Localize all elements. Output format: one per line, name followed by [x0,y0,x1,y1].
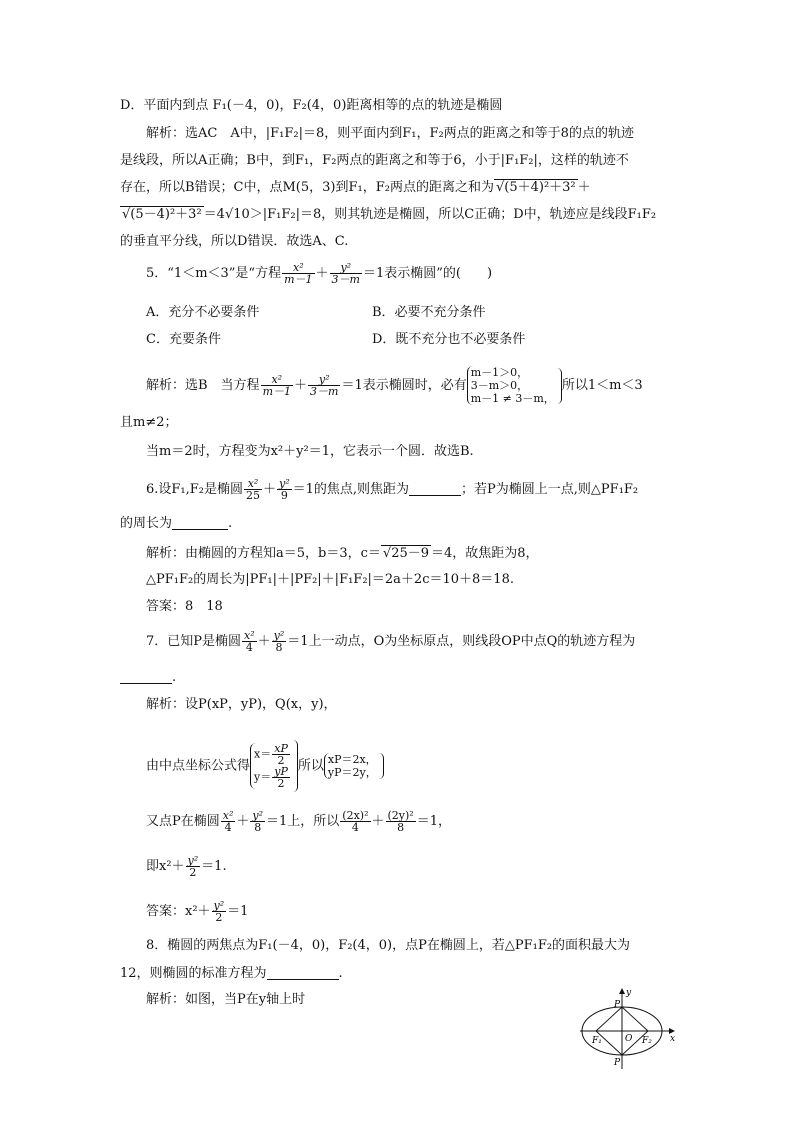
q4-solution-line-2: 是线段，所以A正确；B中，到F₁，F₂两点的距离之和等于6，小于|F₁F₂|，这样的轨迹不 [120,153,629,168]
q8-stem-line-1: 8．椭圆的两焦点为F₁(－4，0)，F₂(4，0)，点P在椭圆上，若△PF₁F₂的面积最大为 [146,938,631,953]
q4-solution-line-4: √(5－4)²＋3² ＝4√10＞|F₁F₂|＝8，则其轨迹是椭圆，所以C正确；D中，轨迹应是线段F₁F₂ [122,207,657,222]
q5-option-b: B．必要不充分条件 [372,305,486,320]
q7-answer: 答案：x²＋ $\frac{\text{y²}}{2}$ ＝1 [146,899,249,924]
q6-stem-line-2: 的周长为 . [120,516,233,531]
q7-solution-line-1: 解析：设P(xP，yP)，Q(x，y)， [146,697,337,712]
q6-solution-line-1: 解析：由椭圆的方程知a＝5，b＝3，c＝ √25－9 ＝4，故焦距为8， [146,546,539,561]
q5-option-a: A．充分不必要条件 [146,305,260,320]
q5-option-c: C．充要条件 [146,332,221,347]
q7-stem-line-2: . [120,668,680,688]
label-f1: F₁ [592,1036,602,1046]
equation-system: x＝ $\frac{xP}{2}$ y＝ $\frac{yP}{2}$ [250,743,291,789]
q6-solution-line-2: △PF₁F₂的周长为|PF₁|＋|PF₂|＋|F₁F₂|＝2a＋2c＝10＋8＝18. [146,572,514,587]
q5-option-d: D．既不充分也不必要条件 [372,332,526,347]
answer-blank[interactable] [120,669,172,684]
q5-solution-line-1: 解析：选B 当方程 $\frac{\text{x²}}{m-1}$ ＋ $\frac{\text{y²}}{3-m}$ ＝1表示椭圆时，必有 m－1＞0， 3－m＞0， m－1 ≠ 3－m， 所以1＜m＜3 [146,366,643,405]
q5-solution-line-2: 且m≠2； [120,415,178,430]
q6-answer: 答案：8 18 [146,599,223,614]
label-f2: F₂ [642,1036,652,1046]
answer-blank[interactable] [172,515,228,530]
label-p-bottom: P [614,1058,621,1068]
q7-solution-line-3: 又点P在椭圆 $\frac{\text{x²}}{4}$ ＋ $\frac{\text{y²}}{8}$ ＝1上，所以 $\frac{\text{(2x)²}}{4}$ ＋ $\frac{\text{(2y)²}}{8}$ ＝1， [146,809,452,834]
answer-blank[interactable] [409,481,461,496]
equation-system: m－1＞0， 3－m＞0， m－1 ≠ 3－m， [467,366,555,405]
q5-solution-line-3: 当m＝2时，方程变为x²＋y²＝1，它表示一个圆．故选B. [146,444,474,459]
q6-stem-line-1: 6.设F₁,F₂是椭圆 $\frac{\text{x²}}{25}$ ＋ $\frac{\text{y²}}{9}$ ＝1的焦点,则焦距为 ；若P为椭圆上一点,则△PF₁F₂ [146,477,639,502]
q8-solution-line-1: 解析：如图，当P在y轴上时 [146,992,306,1007]
answer-blank[interactable] [267,965,339,980]
q4-solution-line-3: 存在，所以B错误；C中，点M(5，3)到F₁，F₂两点的距离之和为 √(5＋4)²＋3² ＋ [120,180,591,195]
ellipse-figure [580,985,680,1071]
fraction: $\frac{\text{y²}}{3-m}$ [331,261,360,286]
fraction: $\frac{\text{x²}}{m-1}$ [284,261,313,286]
q5-stem: 5．“1＜m＜3”是“方程 $\frac{\text{x²}}{m-1}$ ＋ $\frac{\text{y²}}{3-m}$ ＝1表示椭圆”的( ) [146,261,493,286]
q4-solution-line-1: 解析：选AC A中，|F₁F₂|＝8，则平面内到F₁，F₂两点的距离之和等于8的点的轨迹 [146,126,634,141]
label-x: x [670,1034,676,1044]
q7-solution-line-4: 即x²＋ $\frac{\text{y²}}{2}$ ＝1. [146,854,227,879]
option-d: D．平面内到点 F₁(－4，0)，F₂(4，0)距离相等的点的轨迹是椭圆 [120,98,503,113]
label-origin: O [625,1034,633,1044]
label-y: y [626,988,632,998]
q8-stem-line-2: 12，则椭圆的标准方程为 . [120,966,343,981]
q7-solution-line-2: 由中点坐标公式得 x＝ $\frac{xP}{2}$ y＝ $\frac{yP}{2}$ 所以 xP＝2x， yP＝2y， [146,740,706,792]
equation-system: xP＝2x， yP＝2y， [324,753,377,779]
label-p-top: P [614,1000,621,1010]
q7-stem-line-1: 7．已知P是椭圆 $\frac{\text{x²}}{4}$ ＋ $\frac{\text{y²}}{8}$ ＝1上一动点，O为坐标原点，则线段OP中点Q的轨迹方程为 [146,629,636,654]
q4-solution-line-5: 的垂直平分线，所以D错误．故选A、C. [120,234,349,249]
